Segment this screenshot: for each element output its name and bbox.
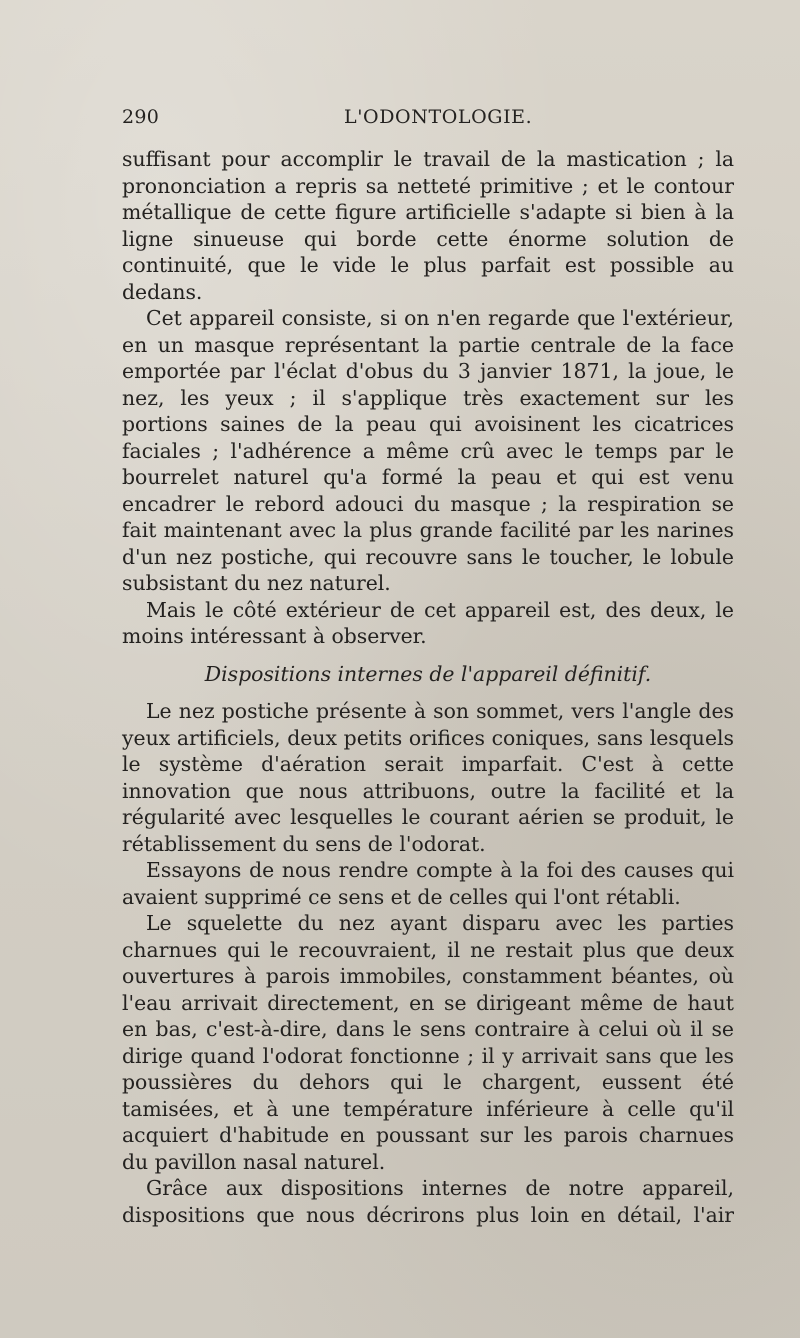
page-header	[122, 106, 714, 136]
paragraph-4: Le nez postiche présente à son sommet, vers l'angle des yeux artificiels, deux petits orifices coniques, sans lesquels le système d'aération serait imparfait. C'est à cette innovation que nous attribuons, outre la facilité et la régularité avec lesquelles le courant aérien se produit, le rétablissement du sens de l'odorat.	[122, 699, 734, 856]
page-number: 290	[122, 106, 160, 128]
section-subheading: Dispositions internes de l'appareil définitif.	[204, 661, 652, 686]
paragraph-3: Mais le côté extérieur de cet appareil est, des deux, le moins intéressant à observer.	[122, 597, 734, 648]
running-title: L'ODONTOLOGIE.	[344, 106, 533, 128]
body-text	[122, 146, 734, 1228]
paragraph-1: suffisant pour accomplir le travail de la mastication ; la prononciation a repris sa netteté primitive ; et le contour métallique de cette figure artificielle s'adapte si bien à la ligne sinueuse qui borde cette énorme solution de continuité, que le vide le plus parfait est possible au dedans.	[122, 147, 734, 304]
paragraph-2: Cet appareil consiste, si on n'en regarde que l'extérieur, en un masque représentant la partie centrale de la face emportée par l'éclat d'obus du 3 janvier 1871, la joue, le nez, les yeux ; il s'applique très exactement sur les portions saines de la peau qui avoisinent les cicatrices faciales ; l'adhérence a même crû avec le temps par le bourrelet naturel qu'a formé la peau et qui est venu encadrer le rebord adouci du masque ; la respiration se fait maintenant avec la plus grande facilité par les narines d'un nez postiche, qui recouvre sans le toucher, le lobule subsistant du nez naturel.	[122, 306, 734, 595]
paragraph-5: Essayons de nous rendre compte à la foi des causes qui avaient supprimé ce sens et de celles qui l'ont rétabli.	[122, 858, 734, 909]
paragraph-6: Le squelette du nez ayant disparu avec les parties charnues qui le recouvraient, il ne restait plus que deux ouvertures à parois immobiles, constamment béantes, où l'eau arrivait directement, en se dirigeant même de haut en bas, c'est-à-dire, dans le sens contraire à celui où il se dirige quand l'odorat fonctionne ; il y arrivait sans que les poussières du dehors qui le chargent, eussent été tamisées, et à une température inférieure à celle qu'il acquiert d'habitude en poussant sur les parois charnues du pavillon nasal naturel.	[122, 911, 734, 1174]
paragraph-7: Grâce aux dispositions internes de notre appareil, dispositions que nous décrirons plus loin en détail, l'air	[122, 1176, 734, 1227]
